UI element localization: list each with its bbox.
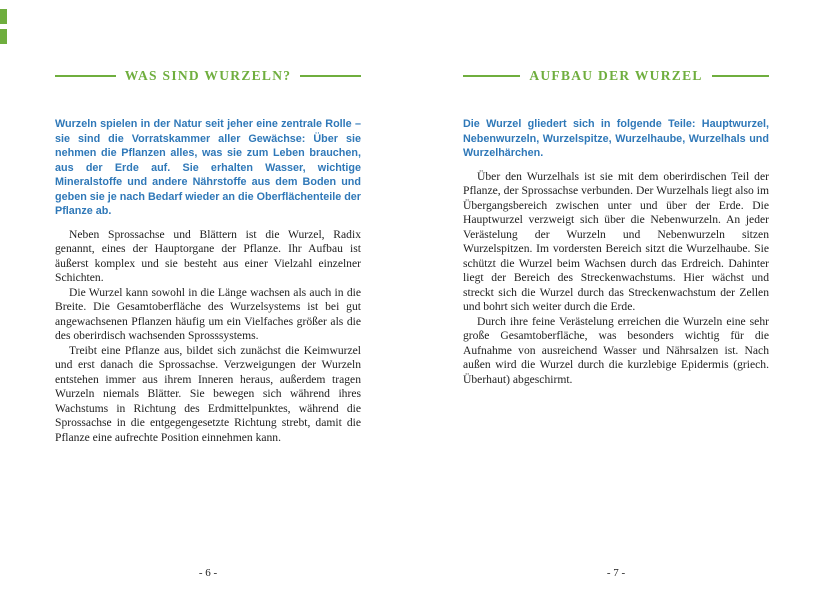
right-page bbox=[463, 68, 769, 387]
heading-rule-left bbox=[463, 75, 520, 76]
heading-rule-right bbox=[712, 75, 769, 76]
left-page-heading bbox=[55, 68, 361, 84]
right-page-heading-text: AUFBAU DER WURZEL bbox=[529, 68, 703, 83]
heading-rule-left bbox=[55, 75, 116, 76]
paragraph: Die Wurzel kann sowohl in die Länge wachsen als auch in die Breite. Die Gesamtoberfläche des Wurzelsystems ist bei gut angewachsenen Pflanzen häufig um ein Vielfaches größer als die des oberirdisch wachsenden Sprosssystems. bbox=[55, 285, 361, 342]
edge-print-mark-top bbox=[0, 9, 7, 24]
paragraph: Über den Wurzelhals ist sie mit dem oberirdischen Teil der Pflanze, der Sprossachse verbunden. Der Wurzelhals liegt also im Übergangsbereich zwischen unter und über der Erde. Die Hauptwurzel verzweigt sich über die Nebenwurzeln. An jeder Verästelung der Wurzeln und Nebenwurzeln sitzen Wurzelspitzen. Im vordersten Bereich sitzt die Wurzelhaube. Sie schützt die Wurzel beim Wachsen durch das Erdreich. Dahinter liegt der Bereich des Streckenwachstums. Hier wächst und streckt sich die Wurzel durch das Streckenwachstum der Zellen und bohrt sich weiter durch die Erde. bbox=[463, 169, 769, 313]
paragraph: Neben Sprossachse und Blättern ist die Wurzel, Radix genannt, eines der Hauptorgane der Pflanze. Ihr Aufbau ist äußerst komplex und sie besteht aus einer Vielzahl einzelner Schichten. bbox=[55, 227, 361, 284]
heading-rule-right bbox=[300, 75, 361, 76]
paragraph: Durch ihre feine Verästelung erreichen die Wurzeln eine sehr große Gesamtoberfläche, was besonders wichtig für die Aufnahme von ausreichend Wasser und Nährsalzen ist. Nach außen wird die Wurzel durch die kurzlebige Epidermis (griech. Überhaut) abgeschirmt. bbox=[463, 314, 769, 386]
right-page-heading bbox=[463, 68, 769, 84]
right-page-intro: Die Wurzel gliedert sich in folgende Teile: Hauptwurzel, Nebenwurzeln, Wurzelspitze, Wurzelhaube, Wurzelhals und Wurzelhärchen. bbox=[463, 118, 769, 159]
left-page-body bbox=[55, 228, 361, 446]
right-page-number: - 7 - bbox=[606, 567, 626, 579]
edge-print-mark-bottom bbox=[0, 29, 7, 44]
left-page-intro: Wurzeln spielen in der Natur seit jeher eine zentrale Rolle – sie sind die Vorratskammer aller Gewächse: Über sie nehmen die Pflanzen alles, was sie zum Leben brauchen, aus der Erde auf. Sie erhalten Wasser, wichtige Mineralstoffe und andere Nährstoffe aus dem Boden und geben sie je nach Bedarf wieder an die Oberflächenteile der Pflanze ab. bbox=[55, 118, 362, 217]
left-page-heading-text: WAS SIND WURZELN? bbox=[124, 68, 292, 83]
paragraph: Treibt eine Pflanze aus, bildet sich zunächst die Keimwurzel und erst danach die Sprossachse. Verzweigungen der Wurzeln entstehen immer aus ihrem Inneren heraus, außerdem tragen Wurzeln niemals Blätter. Sie bewegen sich während ihres Wachstums in Richtung des Erdmittelpunktes, während die Sprossachse in die entgegengesetzte Richtung strebt, damit die Pflanze eine aufrechte Position einnehmen kann. bbox=[55, 343, 361, 444]
left-page-number: - 6 - bbox=[198, 567, 218, 579]
right-page-body bbox=[463, 170, 769, 388]
left-page bbox=[55, 68, 361, 445]
